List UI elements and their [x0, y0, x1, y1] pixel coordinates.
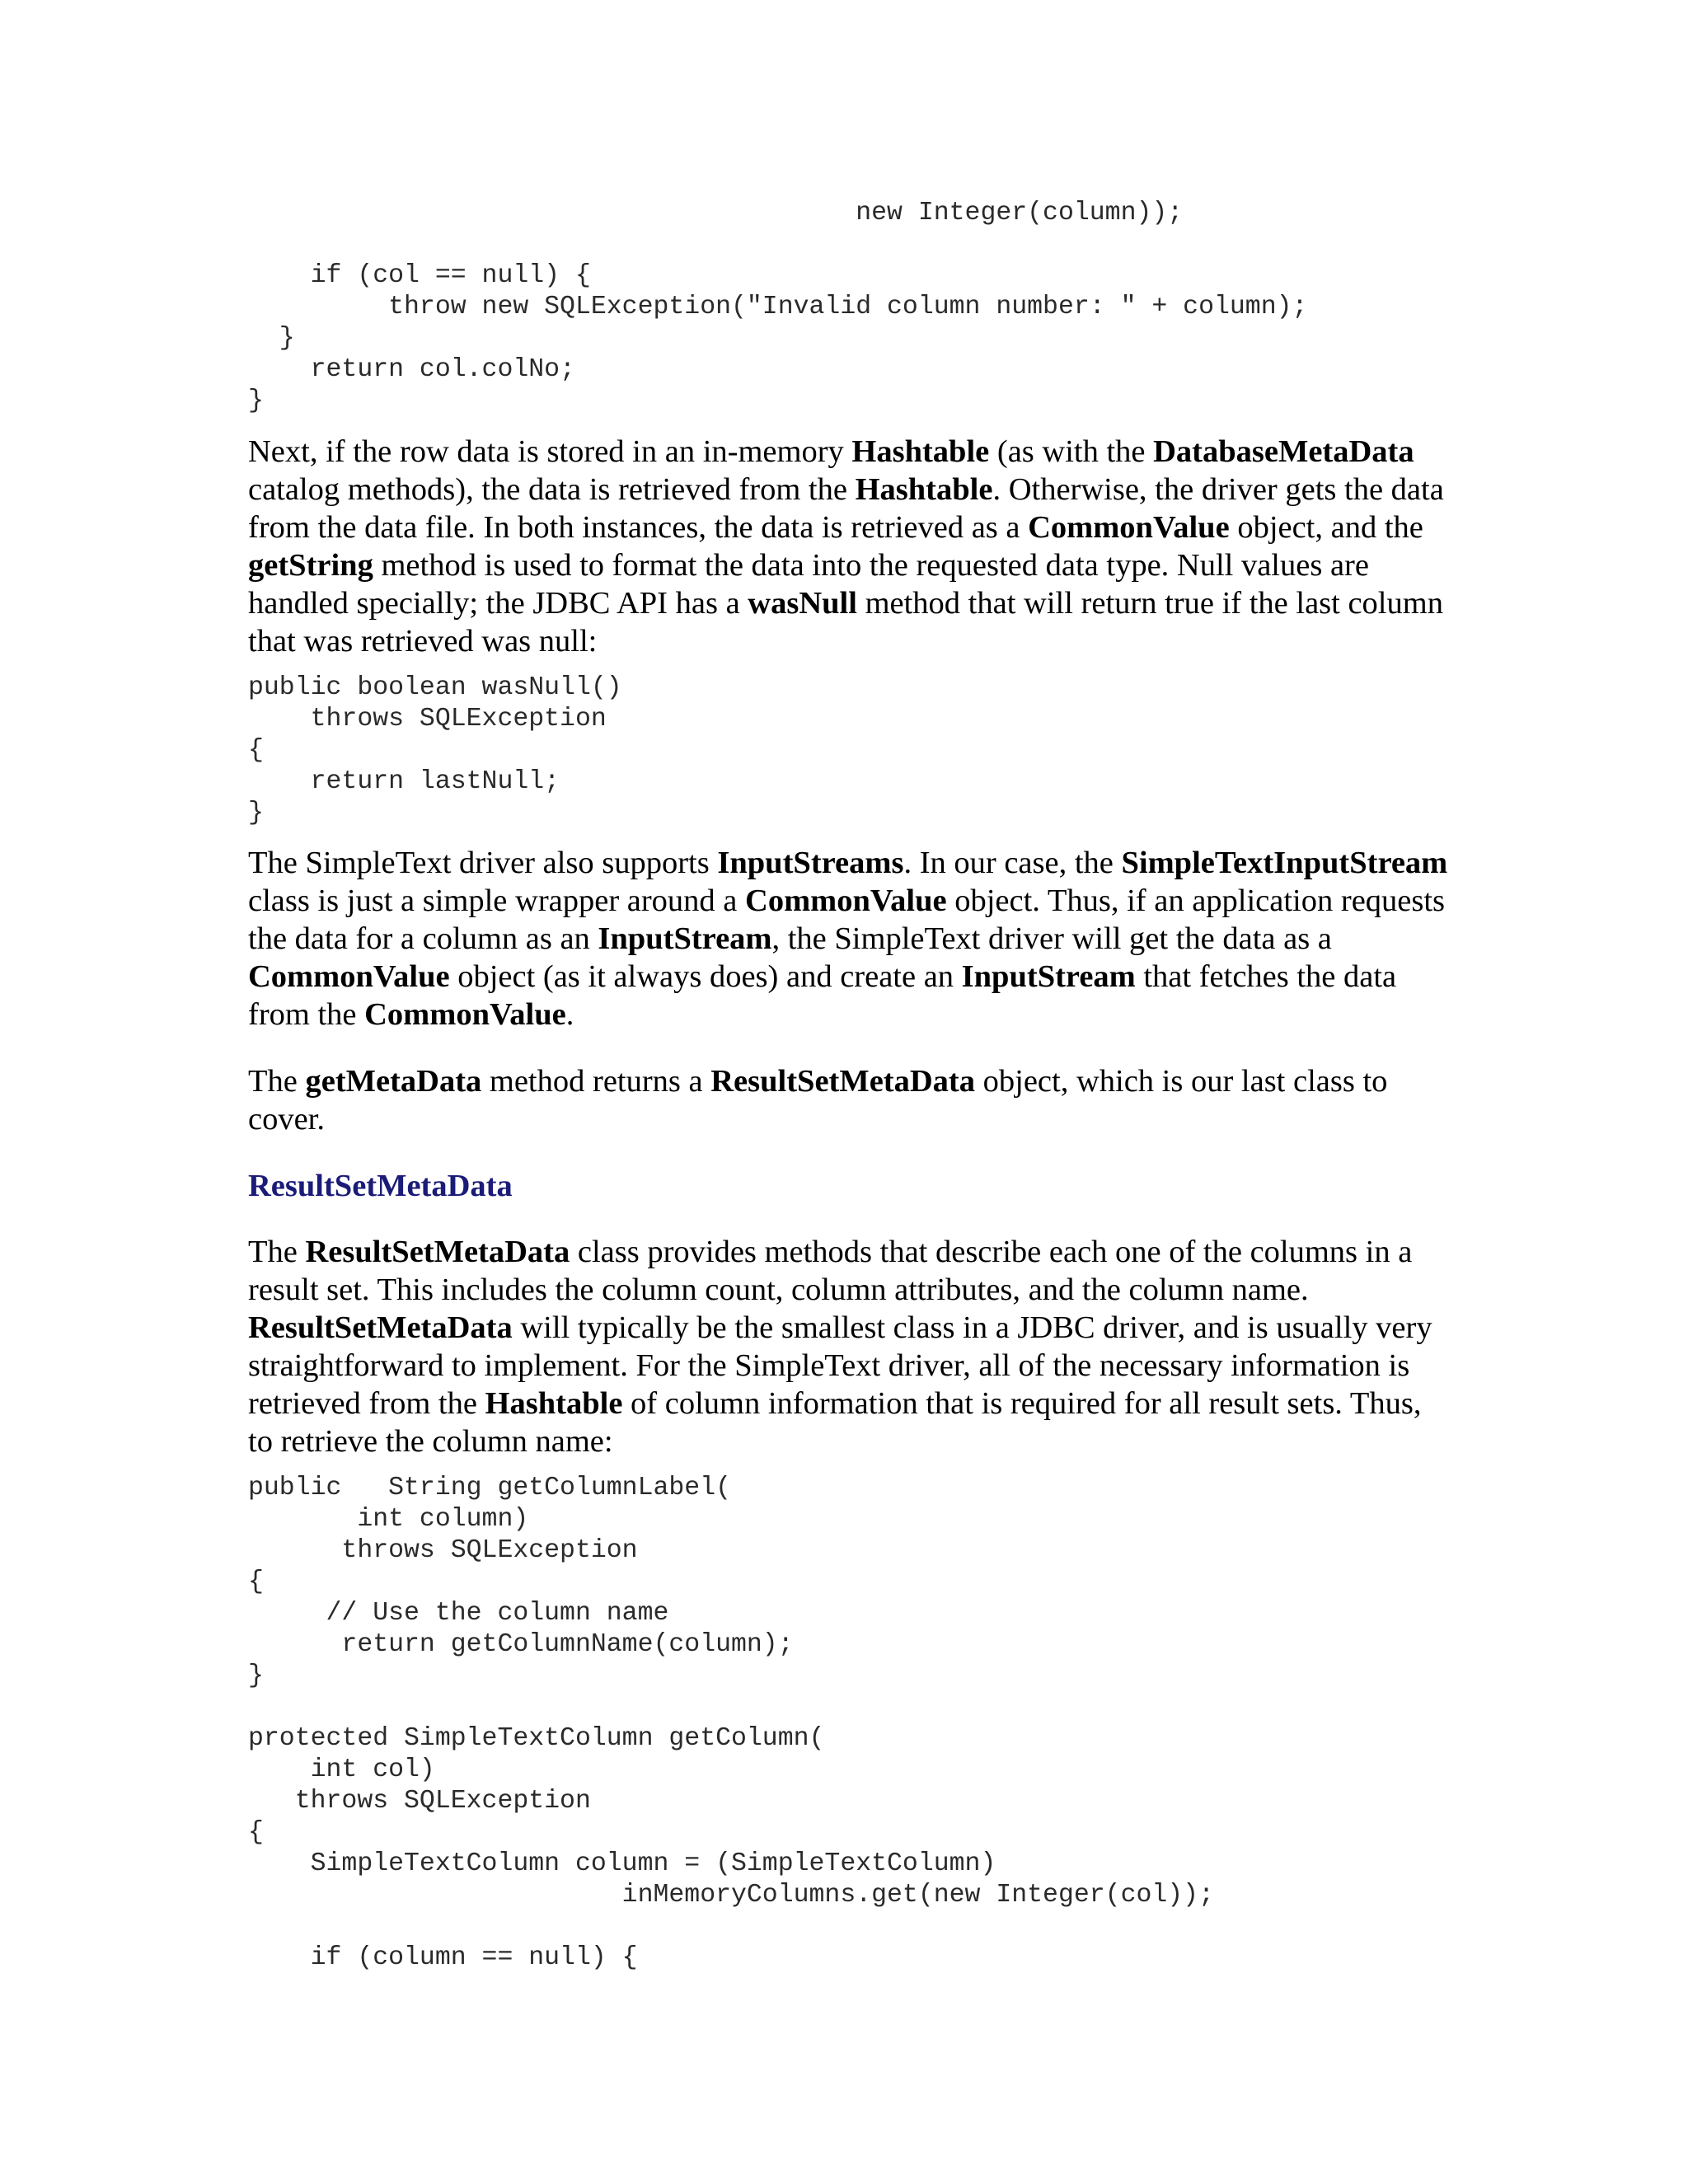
- bold-term: Hashtable: [855, 472, 993, 507]
- bold-term: ResultSetMetaData: [305, 1235, 570, 1269]
- code-block-get-column-tail: new Integer(column)); if (col == null) { throw new SQLException("Invalid column number: " + column); } return col.colNo; }: [248, 199, 1308, 415]
- bold-term: getMetaData: [305, 1064, 482, 1099]
- bold-term: CommonValue: [364, 997, 566, 1032]
- bold-term: getString: [248, 548, 373, 583]
- bold-term: Hashtable: [851, 434, 990, 469]
- code-block-get-column-label: public String getColumnLabel( int column) throws SQLException { // Use the column name return getColumnName(column); } protected SimpleTextColumn getColumn( int col) throws SQLException { SimpleTextColumn column = (SimpleTextColumn) inMemoryColumns.get(new Integer(col)); if (column == null) {: [248, 1474, 1214, 1972]
- bold-term: CommonValue: [745, 883, 947, 918]
- paragraph-input-streams: The SimpleText driver also supports InputStreams. In our case, the SimpleTextInputStream class is just a simple wrapper around a CommonValue object. Thus, if an application requests the data for a column as an InputStream, the SimpleText driver will get the data as a CommonValue object (as it always does) and create an InputStream that fetches the data from the CommonValue.: [248, 846, 1448, 1032]
- bold-term: wasNull: [748, 586, 857, 621]
- bold-term: ResultSetMetaData: [248, 1310, 513, 1345]
- bold-term: InputStream: [961, 959, 1136, 994]
- bold-term: CommonValue: [248, 959, 450, 994]
- code-block-was-null: public boolean wasNull() throws SQLException { return lastNull; }: [248, 673, 622, 827]
- bold-term: InputStream: [598, 921, 772, 956]
- bold-term: CommonValue: [1028, 510, 1230, 545]
- bold-term: DatabaseMetaData: [1153, 434, 1414, 469]
- bold-term: ResultSetMetaData: [710, 1064, 975, 1099]
- paragraph-result-set-metadata: The ResultSetMetaData class provides methods that describe each one of the columns in a result set. This includes the column count, column attributes, and the column name. ResultSetMetaData will typically be the smallest class in a JDBC driver, and is usually very straightforward to implement. For the SimpleText driver, all of the necessary information is retrieved from the Hashtable of column information that is required for all result sets. Thus, to retrieve the column name:: [248, 1235, 1432, 1459]
- paragraph-get-metadata: The getMetaData method returns a ResultSetMetaData object, which is our last class to cover.: [248, 1064, 1388, 1137]
- bold-term: InputStreams: [717, 846, 904, 880]
- bold-term: Hashtable: [485, 1386, 623, 1421]
- section-heading: ResultSetMetaData: [248, 1169, 513, 1203]
- paragraph-row-data-retrieval: Next, if the row data is stored in an in-memory Hashtable (as with the DatabaseMetaData catalog methods), the data is retrieved from the Hashtable. Otherwise, the driver gets the data from the data file. In both instances, the data is retrieved as a CommonValue object, and the getString method is used to format the data into the requested data type. Null values are handled specially; the JDBC API has a wasNull method that will return true if the last column that was retrieved was null:: [248, 434, 1444, 658]
- bold-term: SimpleTextInputStream: [1121, 846, 1448, 880]
